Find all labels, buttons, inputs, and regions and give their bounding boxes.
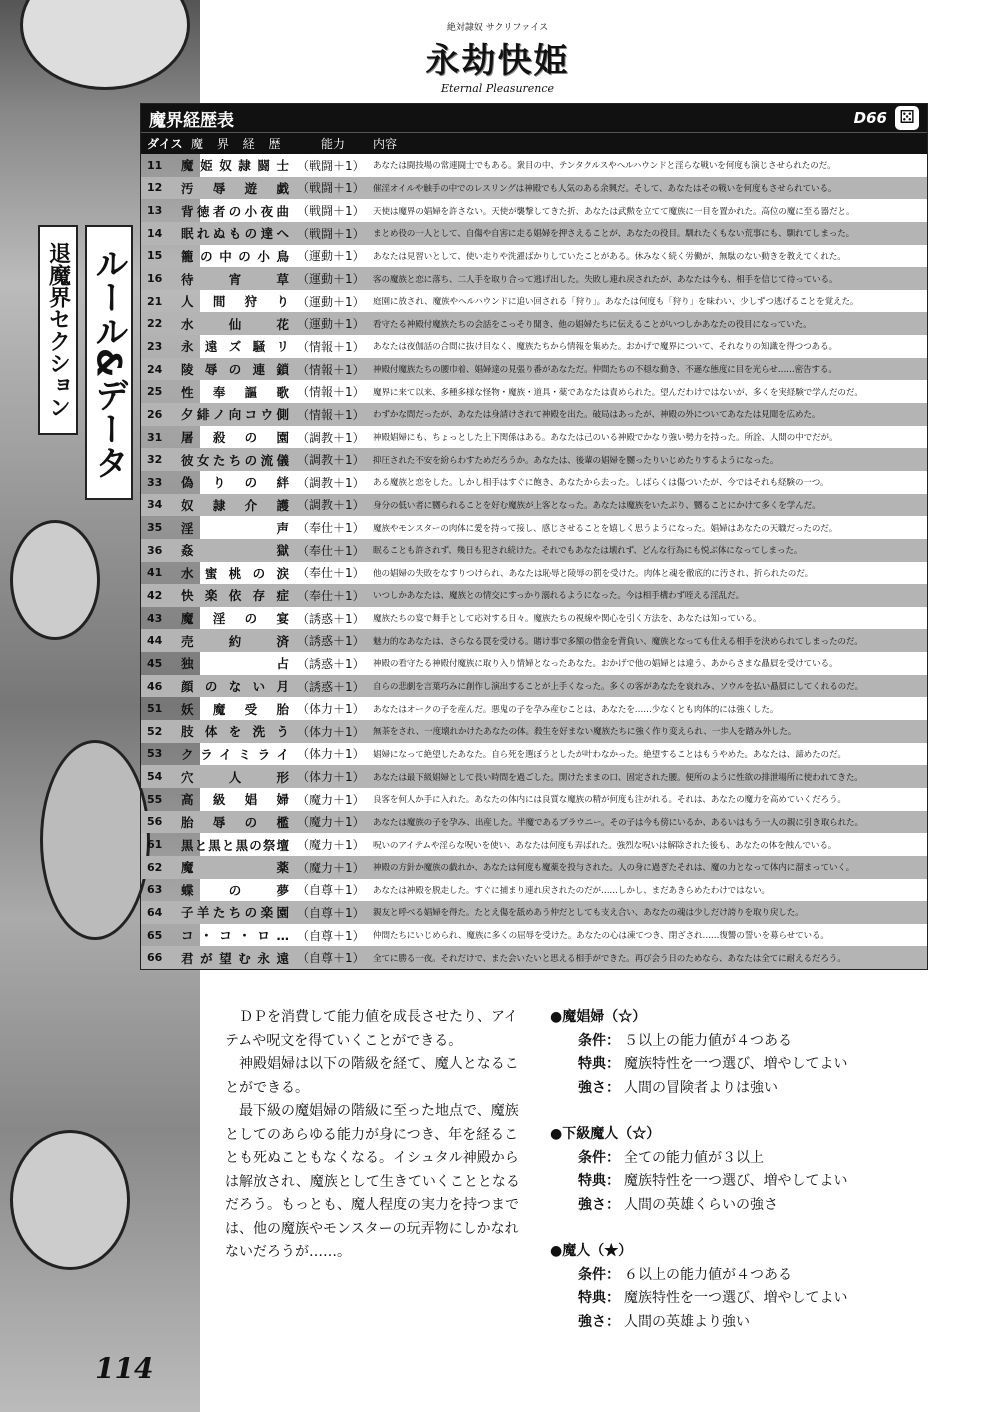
history-name: 胎辱の檻 — [181, 814, 289, 830]
paragraph: 最下級の魔娼婦の階級に至った地点で、魔族としてのあらゆる能力が身につき、年を経ることも死ぬこともなくなる。イシュタル神殿からは解放され、魔族として生きていくこととなるだろう。もっとも、魔人程度の実力を持つまでは、他の魔族やモンスターの玩弄物にしかなれないだろうが……。 — [225, 1103, 520, 1260]
table-row — [141, 380, 927, 403]
history-name: 魔姫奴隷闘士 — [181, 158, 289, 174]
history-content: あなたは夜伽話の合間に抜け目なく、魔族たちから情報を集めた。おかげで魔界について、それなりの知識を得つつある。 — [373, 342, 837, 353]
table-row — [141, 539, 927, 562]
ability-bonus: （戦闘＋1） — [297, 204, 365, 219]
ability-bonus: （体力＋1） — [297, 702, 365, 717]
history-content: 無茶をされ、一度壊れかけたあなたの体。殺生を好まない魔族たちに強く作り変えられ、一歩人を踏み外した。 — [373, 727, 797, 738]
rank-strength-label: 強さ： — [578, 1313, 620, 1330]
rank-perk-value: 魔族特性を一つ選び、増やしてよい — [624, 1056, 848, 1072]
table-row — [141, 901, 927, 924]
ability-bonus: （自尊＋1） — [297, 928, 365, 943]
dice-value: 14 — [147, 226, 163, 240]
table-row — [141, 312, 927, 335]
history-name: 水蜜桃の涙 — [181, 565, 289, 581]
history-content: 魔族やモンスターの肉体に愛を持って接し、感じさせることを嬉しく思うようになった。娼婦はあなたの天職だったのだ。 — [373, 523, 838, 534]
table-row — [141, 879, 927, 902]
history-content: 魔界に来て以来、多種多様な怪物・魔族・道具・薬であなたは責められた。望んだわけではないが、多くを実経験で学んだのだ。 — [373, 387, 863, 398]
table-row — [141, 471, 927, 494]
history-content: 魅力的なあなたは、さらなる罠を受ける。賭け事で多額の借金を背負い、魔族となっても仕える相手を決められてしまったのだ。 — [373, 636, 863, 647]
ability-bonus: （体力＋1） — [297, 747, 365, 762]
history-content: わずかな間だったが、あなたは身請けされて神殿を出た。破局はあったが、神殿の外についてあなたは見聞を広めた。 — [373, 410, 821, 421]
table-row — [141, 697, 927, 720]
history-name: 背徳者の小夜曲 — [181, 203, 289, 219]
dice-value: 65 — [147, 928, 163, 942]
section-title: ルール&データ — [85, 225, 133, 500]
history-content: 神殿の方針か魔族の戯れか、あなたは何度も魔薬を投与された。人の身に過ぎたそれは、魔の力となって体内に溜まっていく。 — [373, 863, 855, 874]
ability-bonus: （戦闘＋1） — [297, 181, 365, 196]
ability-bonus: （体力＋1） — [297, 770, 365, 785]
dice-value: 22 — [147, 317, 163, 331]
table-header — [141, 132, 927, 154]
history-name: 肢体を洗う — [181, 724, 289, 740]
dice-value: 55 — [147, 792, 163, 806]
history-name: 蝶の夢 — [181, 882, 289, 898]
history-content: まとめ役の一人として、自傷や自害に走る娼婦を押さえることが、あなたの役目。馴れたくもない荒事にも、馴れてしまった。 — [373, 229, 855, 240]
history-name: 汚辱遊戯 — [181, 180, 289, 196]
history-name: 屠殺の園 — [181, 430, 289, 445]
dice-value: 43 — [147, 611, 163, 625]
ability-bonus: （情報＋1） — [297, 385, 365, 400]
ability-bonus: （魔力＋1） — [297, 838, 365, 853]
ability-bonus: （情報＋1） — [297, 339, 365, 354]
history-content: あなたは最下級娼婦として長い時間を過ごした。開けたままの口、固定された腰。便所のように性欲の排泄場所に使われてきた。 — [373, 772, 863, 783]
rank-condition-label: 条件： — [578, 1266, 620, 1283]
history-name: 顔のない月 — [181, 679, 289, 695]
table-row — [141, 788, 927, 811]
history-name: 売約済 — [181, 633, 289, 649]
history-content: あなたは見習いとして、使い走りや洗濯ばかりしていたことがある。休みなく続く労働が、無駄のない動きを教えてくれた。 — [373, 251, 846, 262]
history-content: 親友と呼べる娼婦を得た。たとえ傷を舐めあう仲だとしても支え合い、あなたの魂は少しだけ誇りを取り戻した。 — [373, 908, 804, 919]
dice-value: 46 — [147, 679, 163, 693]
history-name: コ・コ・ロ… — [181, 928, 289, 944]
ability-bonus: （運動＋1） — [297, 317, 365, 332]
rank-strength-label: 強さ： — [578, 1196, 620, 1213]
rank-condition-label: 条件： — [578, 1149, 620, 1166]
table-row — [141, 358, 927, 381]
ability-bonus: （運動＋1） — [297, 294, 365, 309]
ability-bonus: （運動＋1） — [297, 249, 365, 264]
header-ability: 能力 — [321, 137, 346, 151]
rank-strength-label: 強さ： — [578, 1079, 620, 1096]
rank-condition — [550, 1264, 870, 1288]
table-row — [141, 833, 927, 856]
table-row — [141, 562, 927, 585]
dice-value: 64 — [147, 905, 163, 919]
ability-bonus: （調教＋1） — [297, 475, 365, 490]
logo-title: 永劫快姫 — [425, 41, 570, 81]
history-name: 高級娼婦 — [181, 792, 289, 808]
rank-condition — [550, 1147, 870, 1171]
dice-value: 12 — [147, 181, 163, 195]
dice-value: 24 — [147, 362, 163, 376]
history-name: 君が望む永遠 — [181, 950, 289, 966]
dice-icon: ⚄ — [895, 106, 919, 130]
table-row — [141, 946, 927, 969]
ability-bonus: （調教＋1） — [297, 498, 365, 513]
table-row — [141, 856, 927, 879]
dice-value: 42 — [147, 588, 163, 602]
rank-entry — [550, 1240, 870, 1334]
rank-perk-label: 特典： — [578, 1056, 620, 1072]
dice-value: 34 — [147, 498, 163, 512]
history-content: あなたはオークの子を産んだ。悪鬼の子を孕み産むことは、あなたを……少なくとも肉体的には強くした。 — [373, 704, 779, 715]
ability-bonus: （奉仕＋1） — [297, 588, 365, 603]
history-content: 客の魔族と恋に落ち、二人手を取り合って逃げ出した。失敗し連れ戻されたが、あなたは今も、相手を信じて待っている。 — [373, 274, 838, 285]
ability-bonus: （奉仕＋1） — [297, 543, 365, 558]
rank-strength — [550, 1194, 870, 1218]
table-row — [141, 629, 927, 652]
ability-bonus: （情報＋1） — [297, 362, 365, 377]
history-content: いつしかあなたは、魔族との情交にすっかり溺れるようになった。今は相手構わず咥える淫乱だ。 — [373, 591, 745, 602]
dice-value: 52 — [147, 724, 163, 738]
dice-value: 35 — [147, 521, 163, 535]
history-name: 待宵草 — [181, 271, 289, 287]
history-content: 庭園に放され、魔族やヘルハウンドに追い回される「狩り」。あなたは何度も「狩り」を味わい、少しずつ逃げることを覚えた。 — [373, 297, 859, 308]
ability-bonus: （魔力＋1） — [297, 792, 365, 807]
ability-bonus: （誘惑＋1） — [297, 656, 365, 671]
rank-strength-value: 人間の英雄くらいの強さ — [624, 1196, 778, 1213]
dice-value: 13 — [147, 204, 163, 218]
dice-value: 11 — [147, 158, 163, 172]
table-row — [141, 154, 927, 177]
ability-bonus: （自尊＋1） — [297, 905, 365, 920]
history-content: 天使は魔界の娼婦を許さない。天使が襲撃してきた折、あなたは武勲を立てて魔族に一目を置かれた。高位の魔に至る器だと。 — [373, 206, 855, 217]
ability-bonus: （魔力＋1） — [297, 860, 365, 875]
dice-value: 15 — [147, 249, 163, 263]
history-content: 自らの悲劇を言葉巧みに創作し演出することが上手くなった。多くの客があなたを哀れみ、ソウルを払い贔屓にしてくれるのだ。 — [373, 682, 863, 693]
logo-subtitle: 絶対隷奴 サクリファイス — [446, 23, 549, 33]
history-name: 快楽依存症 — [181, 588, 289, 604]
history-content: あなたは魔族の子を孕み、出産した。半魔であるブラウニー。その子は今も傍にいるか、あるいはもう一人の親に引き取られた。 — [373, 817, 863, 828]
table-row — [141, 290, 927, 313]
table-row — [141, 607, 927, 630]
section-subtitle: 退魔界セクション — [38, 225, 78, 435]
header-history: 魔 界 経 歴 — [191, 137, 286, 151]
history-name: 夕緋ノ向コウ側 — [181, 407, 289, 423]
history-content: 神殿の看守たる神殿付魔族に取り入り情婦となったあなた。おかげで他の娼婦とは違う、あからさまな贔屓を受けている。 — [373, 659, 838, 670]
dice-value: 54 — [147, 770, 163, 784]
ability-bonus: （調教＋1） — [297, 430, 365, 445]
paragraph: 神殿娼婦は以下の階級を経て、魔人となることができる。 — [225, 1056, 519, 1096]
rank-strength — [550, 1311, 870, 1335]
ability-bonus: （誘惑＋1） — [297, 611, 365, 626]
header-dice: ダイス — [147, 137, 183, 151]
history-name: 子羊たちの楽園 — [181, 905, 289, 921]
dice-value: 32 — [147, 453, 163, 467]
history-content: 神殿付魔族たちの腰巾着、娼婦達の見張り番があなただ。仲間たちの不穏な動き、不遜な態度に目を光らせ……密告する。 — [373, 365, 837, 376]
table-row — [141, 267, 927, 290]
table-row — [141, 177, 927, 200]
ability-bonus: （奉仕＋1） — [297, 521, 365, 536]
dice-value: 63 — [147, 883, 163, 897]
ability-bonus: （戦闘＋1） — [297, 226, 365, 241]
history-name: 魔薬 — [181, 860, 289, 876]
rank-perk-label: 特典： — [578, 1290, 620, 1306]
rank-title: ●魔人（★） — [550, 1243, 633, 1259]
table-row — [141, 720, 927, 743]
table-row — [141, 516, 927, 539]
ability-bonus: （調教＋1） — [297, 453, 365, 468]
history-content: 催淫オイルや触手の中でのレスリングは神殿でも人気のある余興だ。そして、あなたはその戦いを何度もさせられている。 — [373, 183, 837, 194]
rank-list — [550, 1006, 870, 1357]
dice-value: 44 — [147, 634, 163, 648]
ability-bonus: （自尊＋1） — [297, 883, 365, 898]
rank-condition-value: ５以上の能力値が４つある — [624, 1032, 792, 1049]
rank-condition-label: 条件： — [578, 1032, 620, 1049]
dice-value: 31 — [147, 430, 163, 444]
table-title-bar — [141, 104, 927, 132]
book-logo — [400, 20, 595, 95]
rank-perk-value: 魔族特性を一つ選び、増やしてよい — [624, 1173, 848, 1189]
dice-value: 41 — [147, 566, 163, 580]
table-row — [141, 765, 927, 788]
table-row — [141, 335, 927, 358]
history-table — [140, 103, 928, 970]
table-row — [141, 222, 927, 245]
page-number: 114 — [95, 1352, 154, 1385]
history-name: 水仙花 — [181, 316, 289, 332]
paragraph: ＤＰを消費して能力値を成長させたり、アイテムや呪文を得ていくことができる。 — [225, 1009, 518, 1049]
table-row — [141, 924, 927, 947]
history-name: 彼女たちの流儀 — [181, 452, 289, 468]
history-content: 呪いのアイテムや淫らな呪いを使い、あなたは何度も弄ばれた。強烈な呪いは解除された後も、あなたの体を蝕んでいる。 — [373, 840, 837, 851]
dice-type: D66 — [853, 109, 887, 127]
history-name: 姦獄 — [181, 543, 289, 559]
ability-bonus: （体力＋1） — [297, 724, 365, 739]
table-row — [141, 584, 927, 607]
rank-perk — [550, 1170, 870, 1194]
history-content: 身分の低い者に嬲られることを好む魔族が上客となった。あなたは魔族をいたぶり、嬲ることにかけて多くを学んだ。 — [373, 500, 821, 511]
history-name: 性奉謳歌 — [181, 384, 289, 400]
history-name: 永遠ズ騒リ — [181, 339, 289, 355]
history-name: 人間狩り — [181, 294, 289, 310]
ability-bonus: （戦闘＋1） — [297, 158, 365, 173]
table-body — [141, 154, 927, 969]
rank-condition — [550, 1030, 870, 1054]
dice-value: 21 — [147, 294, 163, 308]
rank-perk-label: 特典： — [578, 1173, 620, 1189]
logo-english: Eternal Pleasurence — [440, 82, 555, 95]
rank-perk — [550, 1053, 870, 1077]
ability-bonus: （奉仕＋1） — [297, 566, 365, 581]
rank-condition-value: 全ての能力値が３以上 — [624, 1149, 764, 1166]
table-row — [141, 675, 927, 698]
history-content: ある魔族と恋をした。しかし相手はすぐに飽き、あなたから去った。しばらくは傷ついたが、今ではそれも経験の一つ。 — [373, 478, 829, 489]
body-text — [225, 1006, 520, 1265]
history-name: 魔淫の宴 — [181, 611, 289, 627]
ability-bonus: （運動＋1） — [297, 272, 365, 287]
dice-value: 16 — [147, 272, 163, 286]
history-content: 娼婦になって絶望したあなた。自ら死を選ぼうとしたが叶わなかった。絶望することはもうやめた。あなたは、諦めたのだ。 — [373, 749, 846, 760]
rank-entry — [550, 1123, 870, 1217]
history-content: 眠ることも許されず、幾日も犯され続けた。それでもあなたは壊れず、どんな行為にも悦ぶ体になってしまった。 — [373, 546, 803, 557]
dice-value: 51 — [147, 702, 163, 716]
table-row — [141, 426, 927, 449]
history-name: 穴人形 — [181, 769, 289, 785]
history-name: 陵辱の連鎖 — [181, 362, 289, 378]
dice-value: 36 — [147, 543, 163, 557]
rank-condition-value: ６以上の能力値が４つある — [624, 1266, 792, 1283]
table-row — [141, 811, 927, 834]
table-row — [141, 448, 927, 471]
history-name: 淫声 — [181, 520, 289, 536]
table-row — [141, 743, 927, 766]
rank-entry — [550, 1006, 870, 1100]
ability-bonus: （情報＋1） — [297, 407, 365, 422]
rank-perk-value: 魔族特性を一つ選び、増やしてよい — [624, 1290, 848, 1306]
history-content: あなたは闘技場の常連闘士でもある。衆目の中、テンタクルスやヘルハウンドと淫らな戦いを何度も演じさせられたのだ。 — [373, 161, 836, 172]
dice-value: 62 — [147, 860, 163, 874]
ability-bonus: （自尊＋1） — [297, 951, 365, 966]
ability-bonus: （誘惑＋1） — [297, 634, 365, 649]
table-title: 魔界経歴表 — [149, 110, 234, 131]
rank-title: ●魔娼婦（☆） — [550, 1009, 647, 1025]
history-content: 看守たる神殿付魔族たちの会話をこっそり聞き、他の娼婦たちに伝えることがいつしかあなたの役目になっていた。 — [373, 319, 812, 330]
rank-perk — [550, 1287, 870, 1311]
rank-strength-value: 人間の冒険者よりは強い — [624, 1079, 778, 1096]
history-content: 良客を何人か手に入れた。あなたの体内には良質な魔族の精が何度も注がれる。それは、あなたの魔力を高めていくだろう。 — [373, 795, 846, 806]
dice-value: 56 — [147, 815, 163, 829]
history-name: 籠の中の小鳥 — [181, 248, 289, 264]
history-name: 独占 — [181, 656, 289, 672]
rank-strength — [550, 1077, 870, 1101]
history-content: 仲間たちにいじめられ、魔族に多くの屈辱を受けた。あなたの心は凍てつき、閉ざされ……復讐の誓いを募らせている。 — [373, 931, 829, 942]
history-content: 魔族たちの宴で舞手として応対する日々。魔族たちの視線や関心を引く方法を、あなたは知っている。 — [373, 614, 762, 625]
dice-value: 61 — [147, 838, 163, 852]
history-content: 全てに勝る一夜。それだけで、また会いたいと思える相手ができた。再び会う日のためなら、あなたは全てに耐えるだろう。 — [373, 953, 846, 964]
table-row — [141, 652, 927, 675]
history-name: 偽りの絆 — [181, 475, 289, 491]
history-content: 神殿娼婦にも、ちょっとした上下関係はある。あなたは己のいる神殿でかなり強い勢力を持った。所詮、人間の中でだが。 — [373, 433, 838, 443]
history-name: 奴隷介護 — [181, 497, 289, 513]
table-row — [141, 403, 927, 426]
history-name: 妖魔受胎 — [181, 701, 289, 717]
dice-value: 26 — [147, 407, 163, 421]
header-content: 内容 — [373, 137, 398, 151]
rank-strength-value: 人間の英雄より強い — [624, 1313, 750, 1330]
table-row — [141, 494, 927, 517]
rank-title: ●下級魔人（☆） — [550, 1126, 661, 1142]
history-content: 他の娼婦の失敗をなすりつけられ、あなたは恥辱と陵辱の罰を受けた。肉体と魂を徹底的に汚され、折られたのだ。 — [373, 568, 814, 579]
table-row — [141, 199, 927, 222]
ability-bonus: （誘惑＋1） — [297, 679, 365, 694]
dice-value: 33 — [147, 475, 163, 489]
dice-value: 25 — [147, 385, 163, 399]
history-content: あなたは神殿を脱走した。すぐに捕まり連れ戻されたのだが……しかし、まだあきらめたわけではない。 — [373, 885, 770, 896]
dice-value: 53 — [147, 747, 163, 761]
ability-bonus: （魔力＋1） — [297, 815, 365, 830]
history-name: クライミライ — [181, 746, 289, 762]
dice-value: 45 — [147, 656, 163, 670]
dice-value: 23 — [147, 339, 163, 353]
history-name: 黒と黒と黒の祭壇 — [181, 837, 289, 853]
dice-value: 66 — [147, 951, 163, 965]
table-row — [141, 245, 927, 268]
history-name: 眠れぬもの達へ — [181, 226, 289, 242]
history-content: 抑圧された不安を紛らわすためだろうか。あなたは、後輩の娼婦を嬲ったりいじめたりするようになった。 — [373, 455, 779, 466]
